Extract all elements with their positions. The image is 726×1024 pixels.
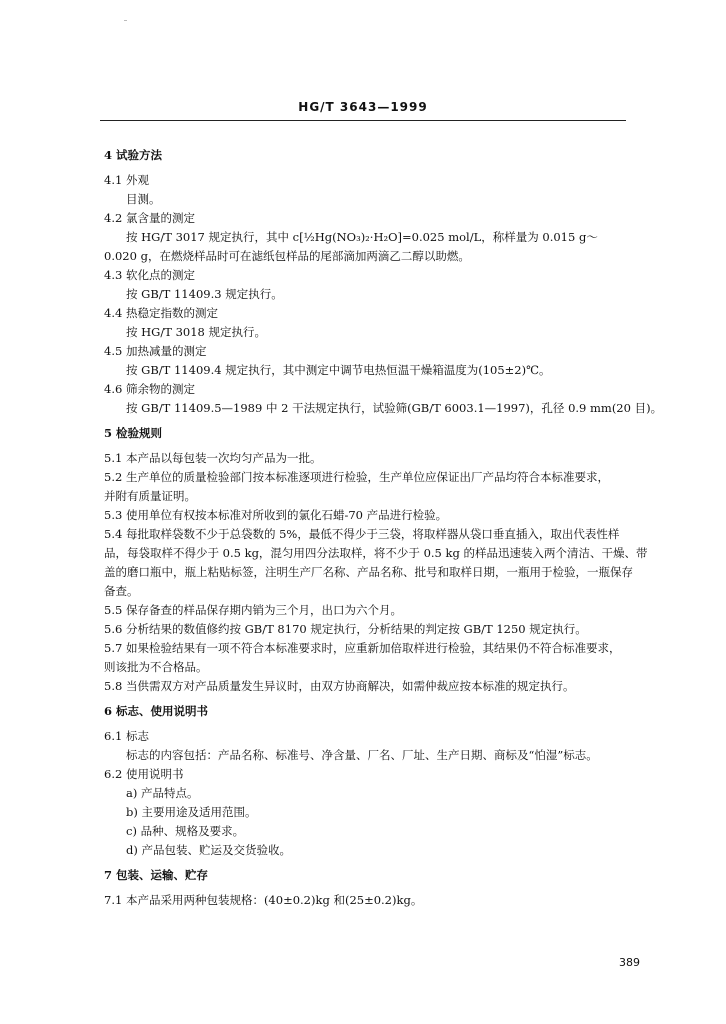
- text-line: a) 产品特点。: [126, 786, 199, 800]
- text-line: d) 产品包装、贮运及交货验收。: [126, 843, 292, 857]
- page-number: 389: [619, 956, 640, 969]
- text-line: 则该批为不合格品。: [104, 660, 208, 674]
- text-line: b) 主要用途及适用范围。: [126, 805, 257, 819]
- text-line: 4.4 热稳定指数的测定: [104, 306, 218, 320]
- text-line: 5.7 如果检验结果有一项不符合本标准要求时，应重新加倍取样进行检验，其结果仍不符合标准要求，: [104, 641, 621, 655]
- text-line: 5.6 分析结果的数值修约按 GB/T 8170 规定执行，分析结果的判定按 GB/T 1250 规定执行。: [104, 622, 587, 636]
- text-line: 0.020 g，在燃烧样品时可在滤纸包样品的尾部滴加两滴乙二醇以助燃。: [104, 249, 470, 263]
- section-heading: 7 包装、运输、贮存: [104, 868, 209, 882]
- running-header: HG/T 3643—1999: [298, 100, 428, 114]
- text-line: 5.8 当供需双方对产品质量发生异议时，由双方协商解决，如需仲裁应按本标准的规定执行。: [104, 679, 575, 693]
- text-line: 按 HG/T 3017 规定执行，其中 c[½Hg(NO₃)₂·H₂O]=0.025 mol/L，称样量为 0.015 g～: [126, 230, 598, 244]
- text-line: 按 HG/T 3018 规定执行。: [126, 325, 266, 339]
- section-heading: 6 标志、使用说明书: [104, 704, 209, 718]
- section-heading: 4 试验方法: [104, 148, 163, 162]
- text-line: 7.1 本产品采用两种包装规格：(40±0.2)kg 和(25±0.2)kg。: [104, 893, 423, 907]
- scan-mark: [124, 20, 127, 21]
- section-heading: 5 检验规则: [104, 426, 163, 440]
- text-line: 目测。: [126, 192, 161, 206]
- document-body: [104, 140, 664, 910]
- text-line: 5.1 本产品以每包装一次均匀产品为一批。: [104, 451, 322, 465]
- text-line: 5.4 每批取样袋数不少于总袋数的 5%，最低不得少于三袋，将取样器从袋口垂直插入，取出代表性样: [104, 527, 620, 541]
- text-line: 4.2 氯含量的测定: [104, 211, 195, 225]
- header-rule: [100, 120, 626, 121]
- text-line: 4.5 加热减量的测定: [104, 344, 207, 358]
- text-line: 6.1 标志: [104, 729, 149, 743]
- text-line: 5.5 保存备查的样品保存期内销为三个月，出口为六个月。: [104, 603, 402, 617]
- text-line: 5.2 生产单位的质量检验部门按本标准逐项进行检验，生产单位应保证出厂产品均符合本标准要求，: [104, 470, 609, 484]
- text-line: 4.1 外观: [104, 173, 149, 187]
- text-line: 盖的磨口瓶中，瓶上粘贴标签，注明生产厂名称、产品名称、批号和取样日期，一瓶用于检验，一瓶保存: [104, 565, 633, 579]
- text-line: 按 GB/T 11409.5—1989 中 2 干法规定执行，试验筛(GB/T 6003.1—1997)，孔径 0.9 mm(20 目)。: [126, 401, 663, 415]
- text-line: 6.2 使用说明书: [104, 767, 184, 781]
- text-line: 备查。: [104, 584, 139, 598]
- text-line: 并附有质量证明。: [104, 489, 196, 503]
- text-line: 标志的内容包括：产品名称、标准号、净含量、厂名、厂址、生产日期、商标及“怕湿”标志。: [126, 748, 598, 762]
- text-line: c) 品种、规格及要求。: [126, 824, 245, 838]
- text-line: 按 GB/T 11409.3 规定执行。: [126, 287, 283, 301]
- text-line: 4.6 筛余物的测定: [104, 382, 195, 396]
- text-line: 按 GB/T 11409.4 规定执行，其中测定中调节电热恒温干燥箱温度为(105±2)℃。: [126, 363, 551, 377]
- text-line: 5.3 使用单位有权按本标准对所收到的氯化石蜡-70 产品进行检验。: [104, 508, 448, 522]
- text-line: 4.3 软化点的测定: [104, 268, 195, 282]
- text-line: 品，每袋取样不得少于 0.5 kg，混匀用四分法取样，将不少于 0.5 kg 的样品迅速装入两个清洁、干燥、带: [104, 546, 648, 560]
